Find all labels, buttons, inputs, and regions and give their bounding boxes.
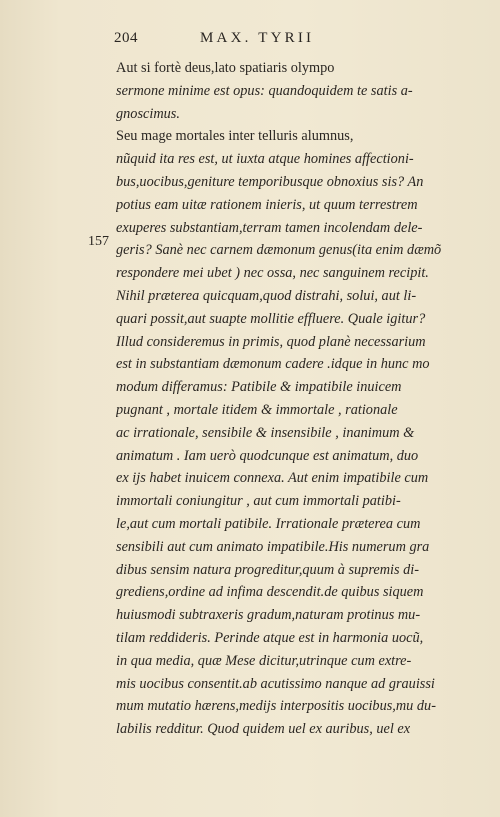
text-line: nũquid ita res est, ut iuxta atque homines affectioni-	[116, 151, 414, 168]
text-line: quari possit,aut suapte mollitie effluere. Quale igitur?	[116, 310, 426, 327]
text-line: grediens,ordine ad infima descendit.de quibus siquem	[116, 584, 424, 601]
margin-note-number: 157	[88, 234, 109, 249]
text-line: mis uocibus consentit.ab acutissimo nanque ad grauissi	[116, 675, 435, 692]
text-line: Illud consideremus in primis, quod planè necessarium	[116, 333, 426, 350]
text-line: bus,uocibus,geniture temporibusque obnoxius sis? An	[116, 173, 424, 190]
text-line: dibus sensim natura progreditur,quum à supremis di-	[116, 561, 420, 578]
text-line: potius eam uitæ rationem inieris, ut quum terrestrem	[116, 196, 418, 213]
text-line: Seu mage mortales inter telluris alumnus,	[116, 128, 354, 145]
page-number: 204	[114, 30, 138, 46]
text-line: sermone minime est opus: quandoquidem te satis a-	[116, 82, 413, 99]
text-block	[116, 57, 460, 741]
text-line: gnoscimus.	[116, 105, 180, 122]
text-line: modum differamus: Patibile & impatibile inuicem	[116, 379, 402, 396]
text-line: pugnant , mortale itidem & immortale , rationale	[116, 401, 398, 418]
text-line: exuperes substantiam,terram tamen incolendam dele-	[116, 219, 423, 236]
text-line: immortali coniungitur , aut cum immortali patibi-	[116, 493, 401, 510]
text-line: labilis redditur. Quod quidem uel ex auribus, uel ex	[116, 721, 411, 738]
text-line: in qua media, quæ Mese dicitur,utrinque cum extre-	[116, 652, 412, 669]
text-line: est in substantiam dæmonum cadere .idque in hunc mo	[116, 356, 430, 373]
running-head	[114, 30, 454, 50]
text-line: animatum . Iam uerò quodcunque est animatum, duo	[116, 447, 419, 464]
text-line: huiusmodi subtraxeris gradum,naturam protinus mu-	[116, 607, 421, 624]
running-title: MAX. TYRII	[200, 30, 315, 46]
text-line: sensibili aut cum animato impatibile.His numerum gra	[116, 538, 430, 555]
text-line: ac irrationale, sensibile & insensibile , inanimum &	[116, 424, 415, 441]
text-line: le,aut cum mortali patibile. Irrationale præterea cum	[116, 515, 421, 532]
text-line: geris? Sanè nec carnem dæmonum genus(ita enim dæmõ	[116, 242, 442, 259]
text-line: ex ijs habet inuicem connexa. Aut enim impatibile cum	[116, 470, 429, 487]
text-line: mum mutatio hærens,medijs interpositis uocibus,mu du-	[116, 698, 436, 715]
text-line: respondere mei ubet ) nec ossa, nec sanguinem recipit.	[116, 265, 429, 282]
text-line: Aut si fortè deus,lato spatiaris olympo	[116, 60, 335, 76]
text-line: Nihil præterea quicquam,quod distrahi, solui, aut li-	[116, 287, 417, 304]
text-line: tilam reddideris. Perinde atque est in harmonia uocũ,	[116, 629, 424, 646]
